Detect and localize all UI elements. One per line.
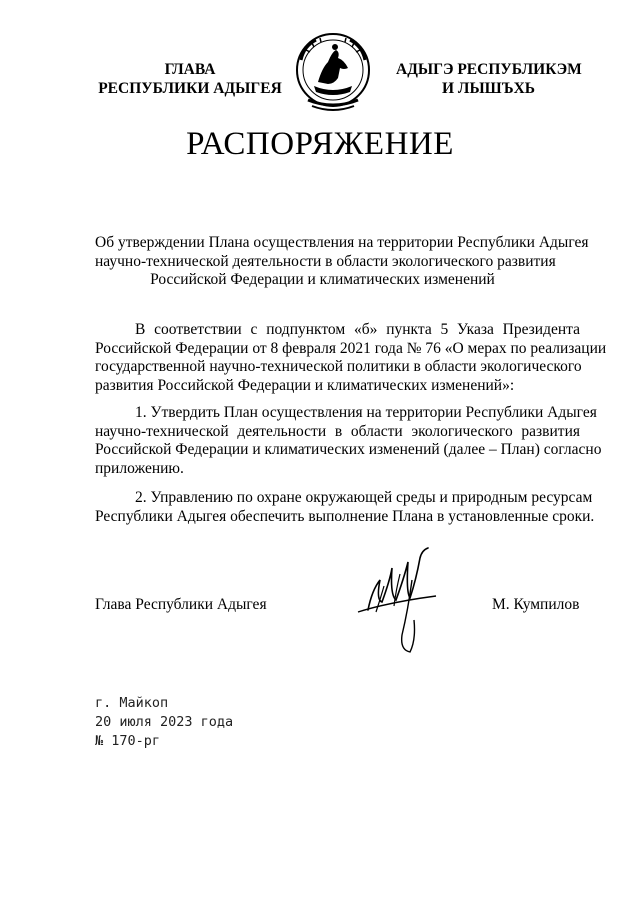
document-title: РАСПОРЯЖЕНИЕ	[186, 126, 454, 162]
republic-of-adygea-coat-of-arms-icon	[288, 30, 378, 115]
preamble-line: Российской Федерации от 8 февраля 2021 года № 76 «О мерах по реализации	[95, 339, 607, 357]
preamble-line: В соответствии с подпунктом «б» пункта 5 Указа Президента	[135, 321, 580, 338]
handwritten-signature	[350, 540, 450, 665]
footer-city: г. Майкоп	[95, 695, 169, 711]
item-2-line: Республики Адыгея обеспечить выполнение Плана в установленные сроки.	[95, 507, 595, 525]
item-2-line: 2. Управлению по охране окружающей среды и природным ресурсам	[135, 489, 593, 506]
subject-line: Об утверждении Плана осуществления на территории Республики Адыгея	[95, 234, 589, 251]
subject-line: Российской Федерации и климатических изменений	[150, 271, 495, 288]
preamble-paragraph	[95, 321, 607, 395]
header-right-line1: АДЫГЭ РЕСПУБЛИКЭМ	[396, 61, 582, 78]
preamble-line: развития Российской Федерации и климатических изменений»:	[95, 376, 515, 394]
item-1-line: научно-технической деятельности в области экологического развития	[95, 422, 580, 440]
item-1-line: приложению.	[95, 459, 184, 477]
header-left-line2: РЕСПУБЛИКИ АДЫГЕЯ	[98, 80, 282, 97]
header-left	[95, 60, 285, 98]
item-1-line: 1. Утвердить План осуществления на территории Республики Адыгея	[135, 404, 597, 421]
header-right	[396, 60, 581, 98]
signatory-position: Глава Республики Адыгея	[95, 596, 267, 613]
signatory-name: М. Кумпилов	[492, 596, 580, 613]
document-subject	[95, 234, 589, 290]
footer-number: № 170-рг	[95, 733, 161, 749]
preamble-line: государственной научно-технической политики в области экологического	[95, 358, 582, 375]
document-footer	[95, 694, 233, 751]
header-right-line2: И ЛЫШЪХЬ	[441, 80, 536, 97]
subject-line: научно-технической деятельности в области экологического развития	[95, 252, 556, 270]
item-2-paragraph	[95, 489, 595, 526]
item-1-line: Российской Федерации и климатических изменений (далее – План) согласно	[95, 441, 602, 458]
item-1-paragraph	[95, 404, 602, 478]
header-left-line1: ГЛАВА	[164, 61, 216, 78]
footer-date: 20 июля 2023 года	[95, 714, 234, 730]
